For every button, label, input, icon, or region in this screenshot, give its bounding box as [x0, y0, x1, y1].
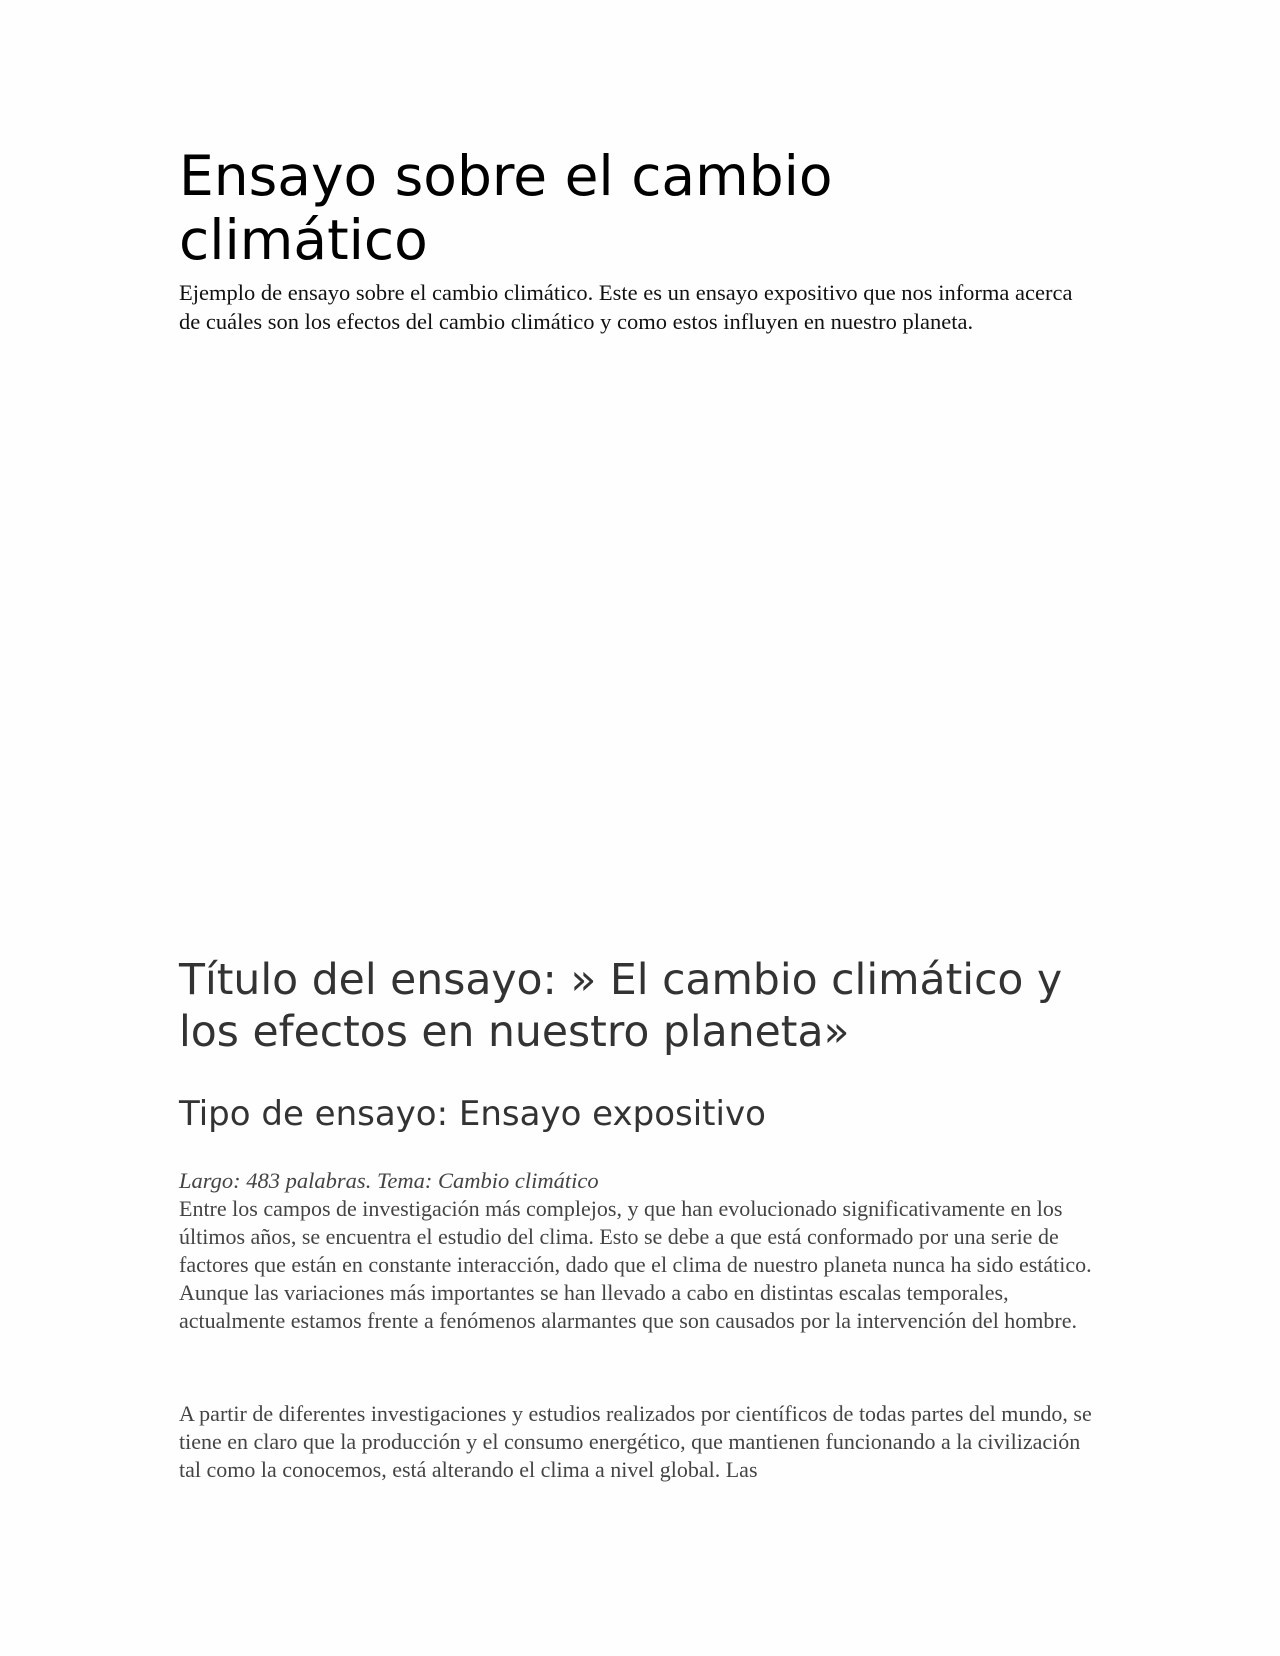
intro-paragraph: Ejemplo de ensayo sobre el cambio climático. Este es un ensayo expositivo que nos informa acerca de cuáles son los efectos del cambio climático y como estos influyen en nuestro planeta.: [179, 280, 1073, 334]
essay-type-heading: Tipo de ensayo: Ensayo expositivo: [179, 1094, 766, 1134]
document-title: Ensayo sobre el cambio climático: [179, 144, 833, 272]
essay-meta: Largo: 483 palabras. Tema: Cambio climático: [179, 1168, 599, 1193]
body-paragraph-1: Entre los campos de investigación más complejos, y que han evolucionado significativamente en los últimos años, se encuentra el estudio del clima. Esto se debe a que está conformado por una serie de factores que están en constante interacción, dado que el clima de nuestro planeta nunca ha sido estático. Aunque las variaciones más importantes se han llevado a cabo en distintas escalas temporales, actualmente estamos frente a fenómenos alarmantes que son causados por la intervención del hombre.: [179, 1196, 1092, 1333]
body-paragraph-2: A partir de diferentes investigaciones y estudios realizados por científicos de todas partes del mundo, se tiene en claro que la producción y el consumo energético, que mantienen funcionando a la civilización tal como la conocemos, está alterando el clima a nivel global. Las: [179, 1401, 1092, 1482]
essay-title-heading: Título del ensayo: » El cambio climático y los efectos en nuestro planeta»: [179, 956, 1063, 1057]
